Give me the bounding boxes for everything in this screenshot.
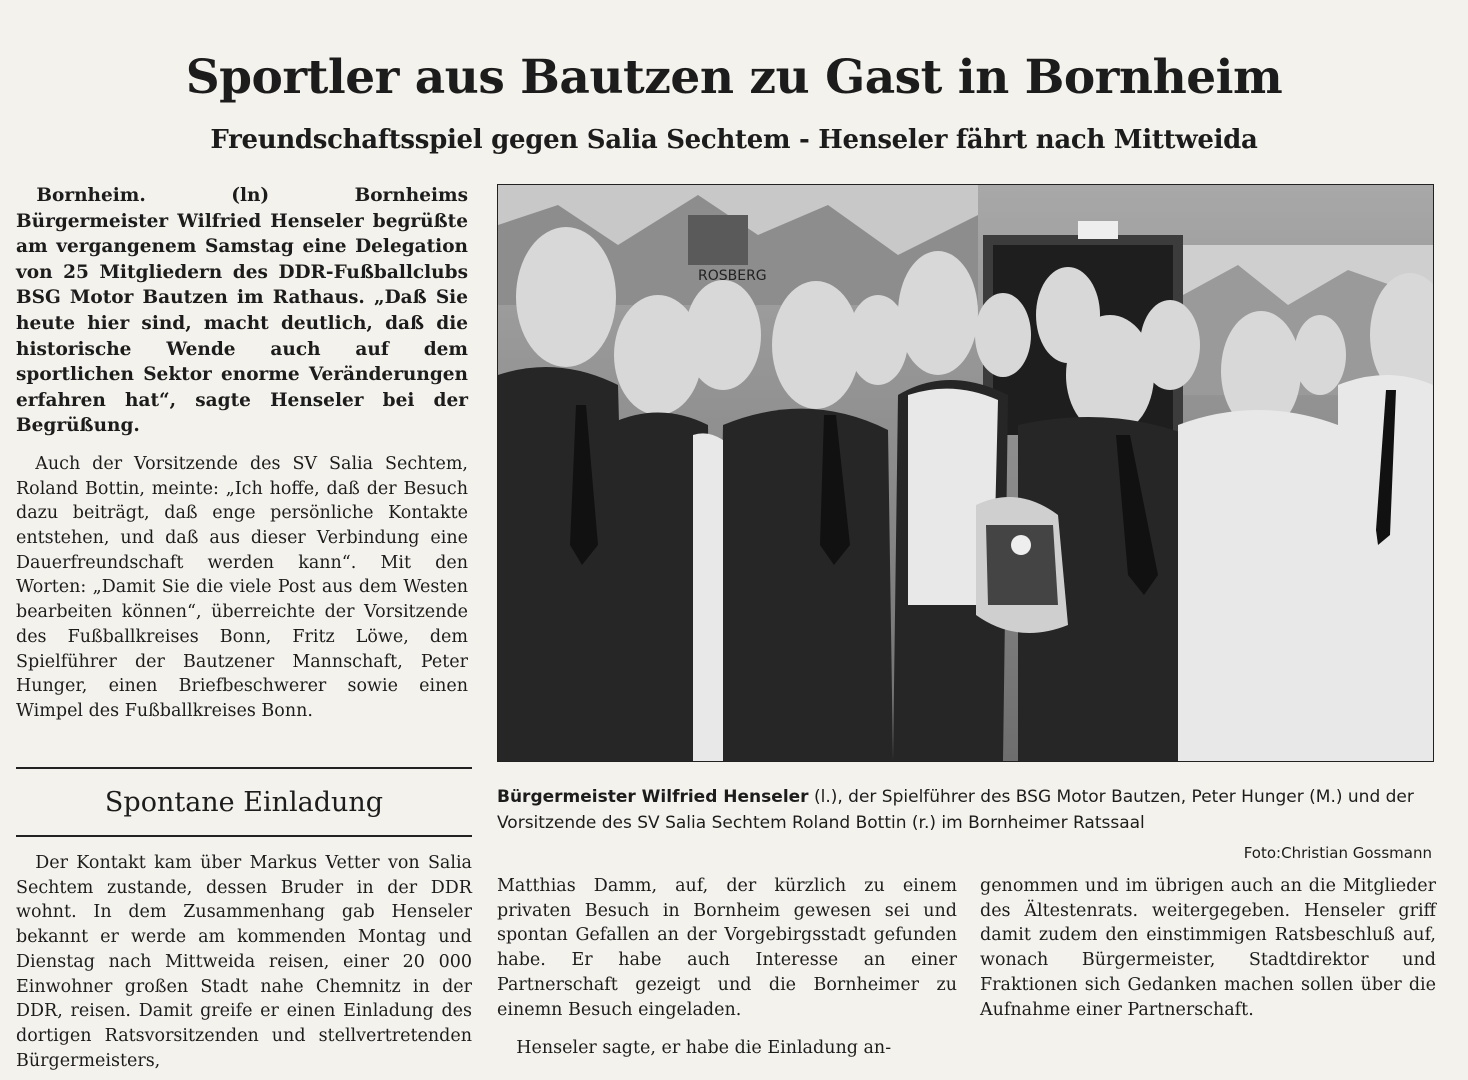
paragraph-4: Matthias Damm, auf, der kürzlich zu einem privaten Besuch in Bornheim gewesen sei und spontan Gefallen an der Vorgebirgsstadt gefunden habe. Er habe auch Interesse an einer Partnerschaft gezeigt und die Bornheimer zu einemn Besuch eingeladen. <box>497 876 957 1020</box>
section-heading: Spontane Einladung <box>104 787 384 818</box>
caption-text: (l.), der Spielführer des BSG Motor Bautzen, Peter Hunger (M.) und der Vorsitzende des SV Salia Sechtem Roland Bottin (r.) im Bornheimer Ratssaal <box>497 787 1414 833</box>
subheadline: Freundschaftsspiel gegen Salia Sechtem - Henseler fährt nach Mittweida <box>210 125 1258 155</box>
photo-caption <box>497 784 1437 836</box>
left-column-lower <box>16 851 472 1073</box>
middle-column <box>497 874 957 1061</box>
paragraph-2: Auch der Vorsitzende des SV Salia Sechtem, Roland Bottin, meinte: „Ich hoffe, daß der Besuch dazu beiträgt, daß enge persönliche Kontakte entstehen, und daß aus dieser Verbindung eine Dauerfreundschaft werden kann“. Mit den Worten: „Damit Sie die viele Post aus dem Westen bearbeiten können“, überreichte der Vorsitzende des Fußballkreises Bonn, Fritz Löwe, dem Spielführer der Bautzener Mannschaft, Peter Hunger, einen Briefbeschwerer sowie einen Wimpel des Fußballkreises Bonn. <box>16 453 468 721</box>
section-heading-box <box>16 783 472 823</box>
group-photo <box>497 184 1434 762</box>
paragraph-5: Henseler sagte, er habe die Einladung an- <box>516 1038 892 1059</box>
wall-sign-text: ROSBERG <box>698 268 767 284</box>
group-photo-drawing <box>498 185 1433 761</box>
paragraph-3: Der Kontakt kam über Markus Vetter von Salia Sechtem zustande, dessen Bruder in der DDR wohnt. In dem Zusammenhang gab Henseler bekannt er werde am kommenden Montag und Dienstag nach Mittweida reisen, einer 20 000 Einwohner großen Stadt nahe Chemnitz in der DDR, reisen. Damit greife er einen Einladung des dortigen Ratsvorsitzenden und stellvertretenden Bürgermeisters, <box>16 853 472 1071</box>
paragraph-6: genommen und im übrigen auch an die Mitglieder des Ältestenrats. weitergegeben. Henseler griff damit zudem den einstimmigen Ratsbeschluß auf, wonach Bürgermeister, Stadtdirektor und Fraktionen sich Gedanken machen sollen über die Aufnahme einer Partnerschaft. <box>980 876 1436 1020</box>
caption-names: Bürgermeister Wilfried Henseler <box>497 787 809 807</box>
headline: Sportler aus Bautzen zu Gast in Bornheim <box>185 50 1283 105</box>
right-column <box>980 874 1436 1022</box>
left-column <box>16 183 468 724</box>
photo-credit: Foto:Christian Gossmann <box>1243 844 1432 862</box>
section-rule-bottom <box>16 835 472 837</box>
section-rule-top <box>16 767 472 769</box>
lead-paragraph: Bornheim. (ln) Bornheims Bürgermeister Wilfried Henseler begrüßte am vergangenem Samstag eine Delegation von 25 Mitgliedern des DDR-Fußballclubs BSG Motor Bautzen im Rathaus. „Daß Sie heute hier sind, macht deutlich, daß die historische Wende auch auf dem sportlichen Sektor enorme Veränderungen erfahren hat“, sagte Henseler bei der Begrüßung. <box>16 185 468 437</box>
